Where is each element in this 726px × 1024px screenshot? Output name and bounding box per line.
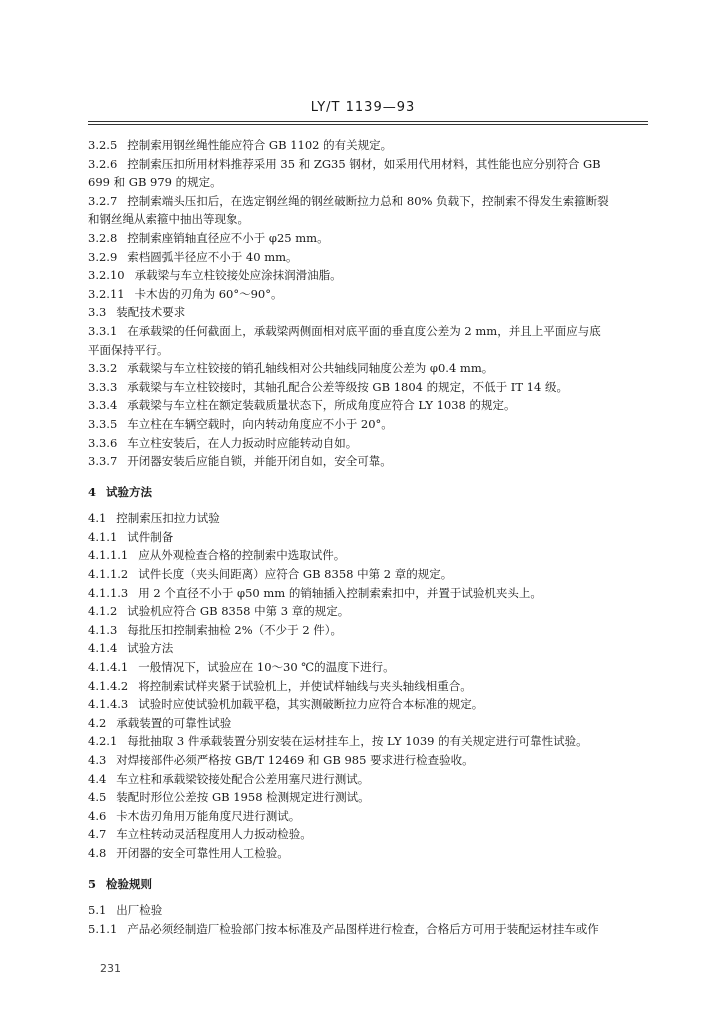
clause-text: 出厂检验 — [116, 903, 163, 918]
clause-text: 开闭器安装后应能自锁，并能开闭自如，安全可靠。 — [127, 454, 392, 469]
clause-line — [88, 192, 648, 211]
section-heading — [88, 483, 648, 502]
clause-number: 5.1 — [88, 903, 107, 918]
clause-number: 3.3.5 — [88, 416, 118, 431]
clause-text: 试件制备 — [127, 529, 174, 544]
clause-number: 4.1.2 — [88, 604, 118, 619]
clause-line — [88, 584, 648, 603]
clause-text: 控制索端头压扣后，在选定钢丝绳的钢丝破断拉力总和 80% 负载下，控制索不得发生索箍断裂 — [127, 193, 609, 208]
clause-number: 4.1.4.3 — [88, 697, 129, 712]
clause-number: 4.1.1.1 — [88, 548, 129, 563]
clause-line — [88, 210, 648, 229]
clause-number: 4.2.1 — [88, 734, 118, 749]
clause-number: 4.1.1.3 — [88, 585, 129, 600]
clause-number: 4.2 — [88, 715, 107, 730]
clause-line — [88, 695, 648, 714]
clause-line — [88, 658, 648, 677]
page-number: 231 — [100, 962, 121, 975]
clause-text: 车立柱转动灵活程度用人力扳动检验。 — [116, 827, 312, 842]
clause-number: 4.5 — [88, 790, 107, 805]
clause-number: 5 — [88, 876, 97, 891]
clause-number: 4.1.1 — [88, 529, 118, 544]
clause-line — [88, 621, 648, 640]
clause-line — [88, 714, 648, 733]
clause-line — [88, 248, 648, 267]
clause-text: 车立柱和承载梁铰接处配合公差用塞尺进行测试。 — [116, 771, 370, 786]
clause-text: 应从外观检查合格的控制索中选取试件。 — [138, 548, 346, 563]
clause-number: 3.3 — [88, 305, 107, 320]
clause-line — [88, 303, 648, 322]
clause-line — [88, 546, 648, 565]
clause-line — [88, 359, 648, 378]
clause-line — [88, 229, 648, 248]
clause-number: 3.3.3 — [88, 379, 118, 394]
header-rule-top — [88, 121, 648, 122]
clause-text: 卡木齿的刃角为 60°～90°。 — [134, 286, 283, 301]
clause-text: 承载梁与车立柱铰接时，其轴孔配合公差等级按 GB 1804 的规定，不低于 IT 14 级。 — [127, 379, 568, 394]
clause-number: 5.1.1 — [88, 921, 118, 936]
clause-line — [88, 920, 648, 939]
clause-number: 4.1.4.2 — [88, 678, 129, 693]
paragraph-gap — [88, 501, 648, 509]
clause-text: 试验方法 — [127, 641, 174, 656]
clause-line — [88, 136, 648, 155]
clause-number: 3.2.11 — [88, 286, 125, 301]
clause-text: 承载梁与车立柱在额定装载质量状态下，所成角度应符合 LY 1038 的规定。 — [127, 398, 516, 413]
clause-number: 4.8 — [88, 845, 107, 860]
clause-text: 承载装置的可靠性试验 — [116, 715, 232, 730]
clause-number: 4.1 — [88, 511, 107, 526]
clause-line — [88, 732, 648, 751]
clause-text: 控制索用钢丝绳性能应符合 GB 1102 的有关规定。 — [127, 138, 393, 152]
clause-text: 试件长度（夹头间距离）应符合 GB 8358 中第 2 章的规定。 — [138, 567, 453, 582]
clause-text: 控制索座销轴直径应不小于 φ25 mm。 — [127, 230, 329, 245]
clause-text: 在承载梁的任何截面上，承载梁两侧面相对底平面的垂直度公差为 2 mm，并且上平面应与底 — [127, 323, 601, 338]
paragraph-gap — [88, 863, 648, 871]
clause-line — [88, 155, 648, 174]
clause-number: 4.1.1.2 — [88, 567, 129, 582]
clause-text: 试验时应使试验机加载平稳，其实测破断拉力应符合本标准的规定。 — [138, 697, 484, 712]
clause-text: 平面保持平行。 — [88, 342, 169, 357]
clause-number: 4 — [88, 484, 97, 499]
clause-line — [88, 341, 648, 360]
document-body — [88, 136, 648, 938]
clause-line — [88, 751, 648, 770]
clause-text: 每批抽取 3 件承载装置分别安装在运材挂车上，按 LY 1039 的有关规定进行可靠性试验。 — [127, 734, 588, 749]
clause-line — [88, 602, 648, 621]
header-rule-bottom — [88, 124, 648, 125]
clause-number: 4.3 — [88, 753, 107, 767]
clause-number: 4.7 — [88, 827, 107, 842]
clause-line — [88, 528, 648, 547]
clause-line — [88, 322, 648, 341]
clause-text: 将控制索试样夹紧于试验机上，并使试样轴线与夹头轴线相重合。 — [138, 678, 472, 693]
clause-text: 每批压扣控制索抽检 2%（不少于 2 件）。 — [127, 622, 343, 637]
clause-number: 4.6 — [88, 808, 107, 823]
clause-text: 控制索压扣所用材料推荐采用 35 和 ZG35 钢材，如采用代用材料，其性能也应分别符合 GB — [127, 156, 601, 171]
clause-line — [88, 434, 648, 453]
clause-number: 3.3.6 — [88, 435, 118, 450]
page-header — [0, 100, 726, 115]
clause-number: 3.2.6 — [88, 156, 118, 171]
clause-number: 3.2.8 — [88, 230, 118, 245]
clause-number: 3.2.7 — [88, 193, 118, 208]
clause-number: 3.2.9 — [88, 249, 118, 264]
clause-line — [88, 396, 648, 415]
clause-line — [88, 285, 648, 304]
clause-text: 用 2 个直径不小于 φ50 mm 的销轴插入控制索索扣中，并置于试验机夹头上。 — [138, 585, 542, 600]
clause-number: 3.2.5 — [88, 138, 118, 152]
clause-number: 4.1.4.1 — [88, 660, 129, 675]
clause-line — [88, 415, 648, 434]
clause-text: 承载梁与车立柱铰接的销孔轴线相对公共轴线同轴度公差为 φ0.4 mm。 — [127, 361, 494, 376]
clause-text: 产品必须经制造厂检验部门按本标准及产品图样进行检查，合格后方可用于装配运材挂车或作 — [127, 921, 599, 936]
clause-text: 车立柱安装后，在人力扳动时应能转动自如。 — [127, 435, 358, 450]
standard-number: LY/T 1139—93 — [310, 100, 416, 115]
clause-line — [88, 639, 648, 658]
clause-line — [88, 565, 648, 584]
clause-text: 装配时形位公差按 GB 1958 检测规定进行测试。 — [116, 790, 370, 805]
clause-text: 开闭器的安全可靠性用人工检验。 — [116, 845, 289, 860]
clause-text: 和钢丝绳从索箍中抽出等现象。 — [88, 212, 249, 227]
clause-text: 承载梁与车立柱铰接处应涂抹润滑油脂。 — [134, 268, 342, 283]
clause-line — [88, 266, 648, 285]
paragraph-gap — [88, 893, 648, 901]
clause-line — [88, 173, 648, 192]
clause-number: 3.3.2 — [88, 361, 118, 376]
clause-line — [88, 509, 648, 528]
clause-number: 4.4 — [88, 771, 107, 786]
clause-text: 卡木齿刃角用万能角度尺进行测试。 — [116, 808, 301, 823]
clause-line — [88, 452, 648, 471]
clause-text: 车立柱在车辆空载时，向内转动角度应不小于 20°。 — [127, 416, 393, 431]
clause-number: 3.2.10 — [88, 268, 125, 283]
clause-number: 3.3.1 — [88, 323, 118, 338]
clause-number: 3.3.4 — [88, 398, 118, 413]
clause-text: 装配技术要求 — [116, 305, 186, 320]
clause-line — [88, 770, 648, 789]
clause-text: 试验机应符合 GB 8358 中第 3 章的规定。 — [127, 604, 350, 619]
section-heading — [88, 875, 648, 894]
clause-text: 一般情况下，试验应在 10～30 ℃的温度下进行。 — [138, 660, 395, 675]
clause-text: 索档圆弧半径应不小于 40 mm。 — [127, 249, 298, 264]
clause-text: 对焊接部件必须严格按 GB/T 12469 和 GB 985 要求进行检查验收。 — [116, 753, 474, 767]
clause-number: 3.3.7 — [88, 454, 118, 469]
clause-number: 4.1.3 — [88, 622, 118, 637]
clause-text: 控制索压扣拉力试验 — [116, 511, 220, 526]
clause-text: 检验规则 — [106, 876, 153, 891]
clause-line — [88, 677, 648, 696]
clause-line — [88, 825, 648, 844]
clause-text: 699 和 GB 979 的规定。 — [88, 175, 222, 190]
clause-line — [88, 378, 648, 397]
paragraph-gap — [88, 471, 648, 479]
clause-line — [88, 844, 648, 863]
clause-text: 试验方法 — [106, 484, 153, 499]
clause-line — [88, 788, 648, 807]
clause-line — [88, 807, 648, 826]
clause-line — [88, 901, 648, 920]
clause-number: 4.1.4 — [88, 641, 118, 656]
